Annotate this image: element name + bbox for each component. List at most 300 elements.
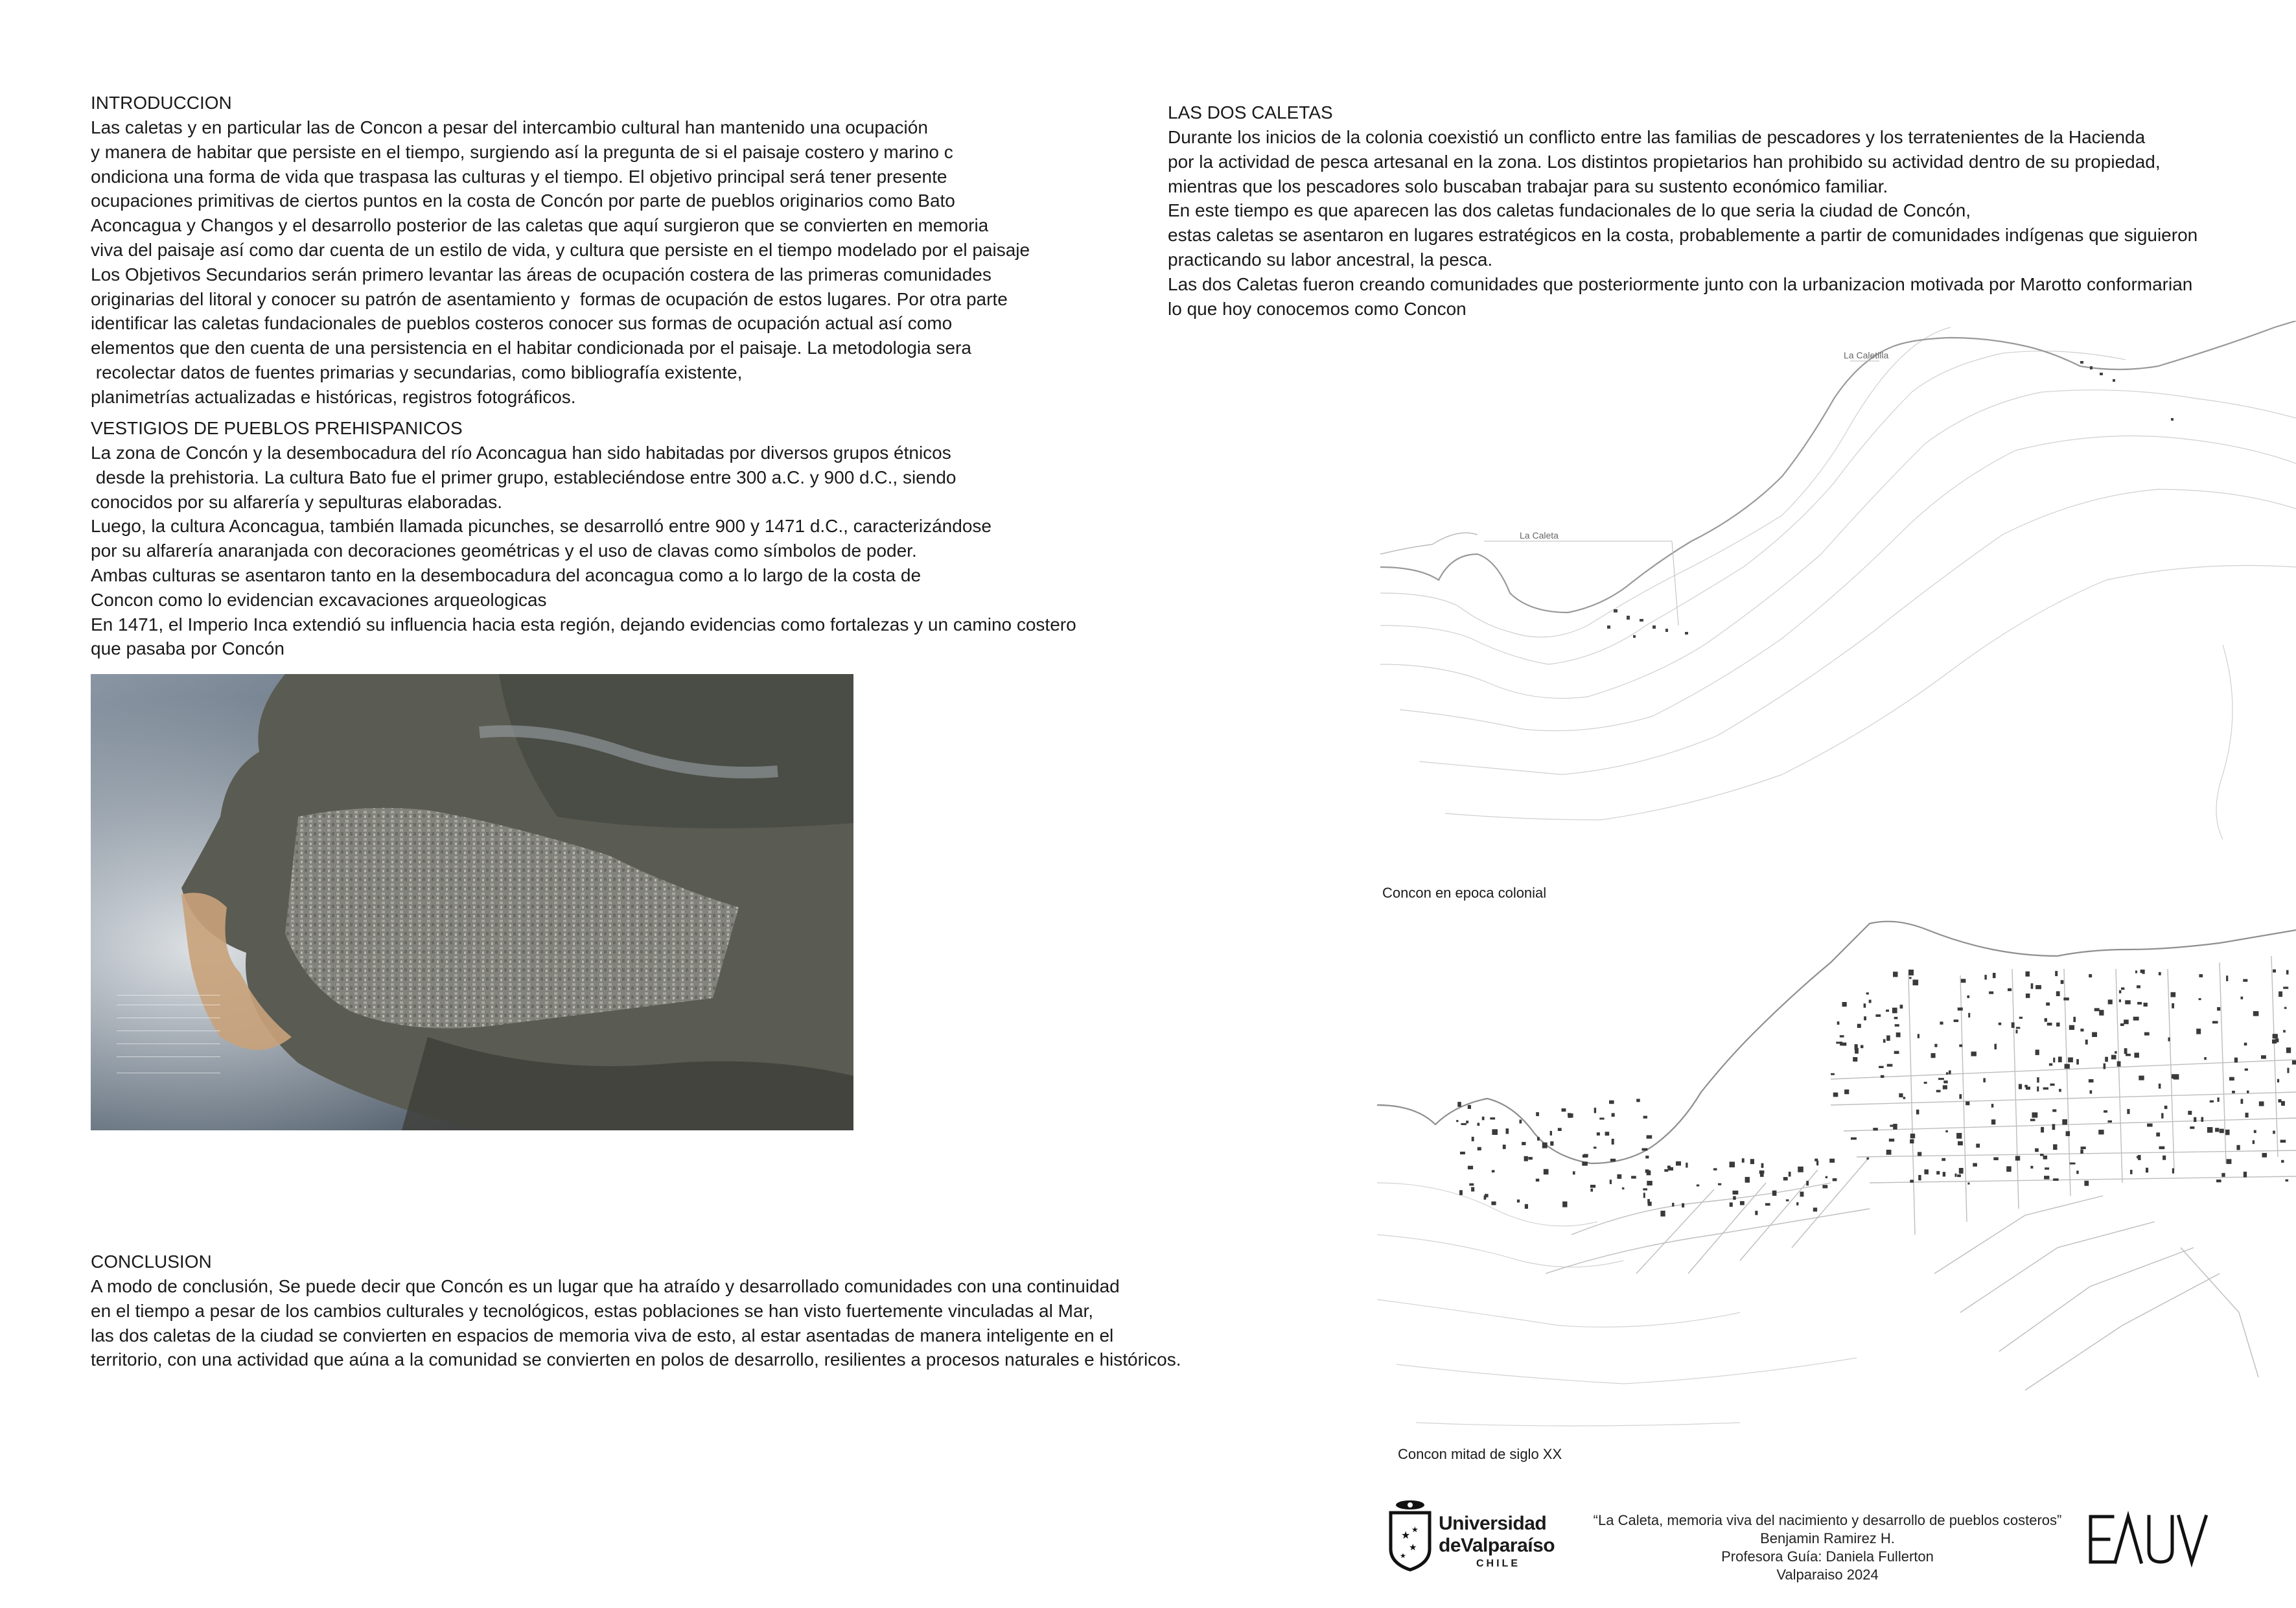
building-footprint: [1697, 1185, 1699, 1187]
building-footprint: [1855, 1044, 1858, 1050]
building-footprint: [1610, 1159, 1616, 1162]
building-footprint: [2070, 1163, 2076, 1165]
building-footprint: [1676, 1161, 1681, 1166]
building-footprint: [2229, 1077, 2234, 1081]
building-footprint: [2218, 1097, 2220, 1102]
building-footprint: [2163, 1156, 2166, 1160]
building-footprint: [2207, 1127, 2213, 1133]
building-footprint: [1542, 1143, 1548, 1148]
building-footprint: [1668, 1167, 1673, 1171]
building-footprint: [2058, 1056, 2062, 1062]
building-footprint: [1460, 1152, 1465, 1154]
building-footprint: [1456, 1120, 1458, 1122]
building-footprint: [2234, 1058, 2238, 1063]
building-footprint: [2059, 1089, 2061, 1092]
building-footprint: [1959, 1094, 1962, 1099]
caption-colonial: Concon en epoca colonial: [1382, 885, 1547, 901]
building-footprint: [2146, 1168, 2148, 1173]
building-footprint: [2030, 1119, 2035, 1121]
building-footprint: [1550, 1141, 1553, 1146]
building-footprint: [2124, 1020, 2129, 1024]
building-footprint: [2272, 1040, 2277, 1043]
building-footprint: [2040, 1154, 2044, 1156]
map-siglo-xx: [1377, 911, 2296, 1436]
text-line: originarias del litoral y conocer su patrón de asentamiento y formas de ocupación de estos lugares. Por otra parte: [91, 288, 1008, 309]
building-footprint: [1686, 1163, 1687, 1168]
building-footprint: [1468, 1105, 1471, 1109]
text-line: por la actividad de pesca artesanal en la zona. Los distintos propietarios han prohibido su actividad dentro de su propiedad,: [1168, 151, 2161, 172]
building-footprint: [2121, 988, 2124, 990]
footer-credits: [1542, 1511, 2113, 1584]
building-footprint: [1599, 1117, 1604, 1119]
building-footprint: [1631, 1176, 1636, 1178]
building-footprint: [2130, 1170, 2133, 1174]
building-footprint: [2172, 1169, 2174, 1174]
building-footprint: [1643, 1116, 1647, 1119]
building-footprint: [1466, 1121, 1468, 1123]
building-footprint: [1955, 1174, 1957, 1177]
building-footprint: [1492, 1129, 1498, 1135]
building-footprint: [2081, 1147, 2086, 1149]
building-footprint: [1886, 1010, 1889, 1012]
building-footprint: [2137, 985, 2140, 988]
building-footprint: [2076, 1059, 2079, 1064]
building-footprint: [1989, 992, 1993, 994]
building-footprint: [2236, 1145, 2240, 1150]
building-footprint: [1973, 1163, 1977, 1167]
building-footprint: [2016, 1030, 2018, 1034]
building-footprint: [1520, 1120, 1522, 1124]
building-footprint: [1966, 1101, 1969, 1105]
label-la-caleta: La Caleta: [1520, 530, 1559, 541]
building-footprint: [1813, 1207, 1817, 1211]
building-footprint: [2254, 1130, 2256, 1134]
building-footprint: [1842, 1043, 1847, 1046]
building-footprint: [1469, 1183, 1474, 1186]
building-footprint: [2137, 1002, 2142, 1005]
building-footprint: [2210, 1101, 2214, 1102]
university-country: CHILE: [1476, 1558, 1520, 1569]
building-footprint: [2124, 1048, 2128, 1054]
map-colonial: [1380, 321, 2296, 839]
building-footprint: [1995, 1044, 1997, 1050]
text-line: que pasaba por Concón: [91, 638, 284, 659]
building-footprint: [1525, 1204, 1528, 1209]
building-footprint: [2241, 997, 2244, 999]
text-line: Luego, la cultura Aconcagua, también llamada picunches, se desarrolló entre 900 y 1471 d.C., caracterizándose: [91, 516, 991, 537]
building-footprint: [1954, 1020, 1959, 1022]
text-line: Las dos Caletas fueron creando comunidades que posteriormente junto con la urbanizacion motivada por Marotto conformarian: [1168, 274, 2193, 294]
building-footprint: [2080, 1149, 2083, 1154]
building-footprint: [2049, 1064, 2052, 1066]
building-footprint: [1536, 1112, 1539, 1116]
building-footprint: [2217, 1007, 2220, 1011]
building-footprint: [2188, 1111, 2192, 1115]
building-footprint: [2135, 971, 2137, 973]
building-footprint: [2117, 1061, 2121, 1066]
building-footprint: [1643, 1193, 1645, 1198]
text-line: ocupaciones primitivas de ciertos puntos en la costa de Concón por parte de pueblos originarios como Bato: [91, 191, 955, 211]
building-footprint: [2262, 1153, 2267, 1158]
building-footprint: [2156, 1132, 2160, 1136]
building-footprint: [2053, 1145, 2057, 1150]
text-line: Los Objetivos Secundarios serán primero levantar las áreas de ocupación costera de las primeras comunidades: [91, 264, 991, 285]
building-footprint: [1936, 1171, 1940, 1174]
building-footprint: [2283, 1030, 2286, 1032]
building-footprint: [2196, 1029, 2201, 1034]
building-footprint: [1916, 1110, 1919, 1114]
building-footprint: [2253, 1140, 2255, 1144]
building-footprint: [1866, 992, 1869, 994]
building-footprint: [1612, 1139, 1614, 1145]
text-line: desde la prehistoria. La cultura Bato fue el primer grupo, estableciéndose entre 300 a.C. y 900 d.C., siendo: [91, 467, 957, 487]
building-footprint: [2068, 1058, 2073, 1063]
text-line: A modo de conclusión, Se puede decir que Concón es un lugar que ha atraído y desarrollado comunidades con una continuidad: [91, 1276, 1120, 1296]
building-footprint: [2108, 1121, 2113, 1123]
svg-text:★: ★: [1400, 1552, 1406, 1560]
building-footprint: [2053, 1178, 2059, 1181]
building-footprint: [1999, 1023, 2002, 1025]
university-name-line2: deValparaíso: [1439, 1535, 1555, 1556]
building-footprint: [1682, 1203, 1684, 1207]
building-footprint: [2273, 1034, 2278, 1038]
building-footprint: [1472, 1137, 1474, 1141]
building-footprint: [2092, 1032, 2097, 1038]
building-footprint: [1612, 1113, 1615, 1117]
building-footprint: [1958, 1008, 1963, 1011]
building-footprint: [1866, 1158, 1869, 1159]
building-footprint: [1949, 1071, 1951, 1075]
building-footprint: [2144, 1032, 2150, 1036]
building-footprint: [1660, 1211, 1665, 1217]
building-footprint: [2194, 1117, 2196, 1122]
building-footprint: [2273, 970, 2276, 973]
building-footprint: [2161, 1113, 2163, 1118]
building-footprint: [2190, 1126, 2194, 1129]
author-name: Benjamin Ramirez H.: [1760, 1530, 1895, 1546]
building-footprint: [2076, 1171, 2079, 1174]
text-line: Durante los inicios de la colonia coexistió un conflicto entre las familias de pescadores y los terratenientes de la Hacienda: [1168, 127, 2146, 147]
building-footprint: [1645, 1156, 1649, 1158]
building-footprint: [2030, 1166, 2033, 1169]
intro-paragraph: [91, 115, 1030, 410]
building-footprint: [1910, 1180, 1914, 1182]
building-footprint: [2052, 1110, 2056, 1112]
building-footprint: [1886, 1150, 1892, 1155]
eauv-logo: [2087, 1510, 2210, 1568]
conclusion-paragraph: [91, 1274, 1181, 1372]
building-footprint: [1934, 1044, 1937, 1047]
text-line: La zona de Concón y la desembocadura del río Aconcagua han sido habitadas por diversos grupos étnicos: [91, 443, 951, 463]
building-footprint: [1875, 1014, 1881, 1017]
building-footprint: [1833, 1093, 1838, 1097]
building-footprint: [2244, 1172, 2247, 1178]
building-footprint: [2244, 1043, 2247, 1046]
building-footprint: [1718, 1183, 1721, 1185]
building-footprint: [1971, 1052, 1977, 1056]
building-footprint: [1899, 1093, 1903, 1097]
building-footprint: [2016, 1027, 2021, 1029]
building-footprint: [2199, 998, 2201, 1000]
building-footprint: [2062, 1119, 2067, 1125]
building-footprint: [1742, 1158, 1745, 1163]
building-footprint: [2044, 1176, 2049, 1180]
building-footprint: [1892, 1008, 1897, 1014]
text-line: Las caletas y en particular las de Concon a pesar del intercambio cultural han mantenido una ocupación: [91, 117, 928, 137]
building-footprint: [2032, 1112, 2038, 1117]
building-footprint: [1594, 1147, 1597, 1148]
building-footprint: [2125, 1000, 2131, 1004]
building-footprint: [1643, 1188, 1647, 1190]
building-footprint: [2069, 1025, 2074, 1030]
building-footprint: [1522, 1142, 1525, 1145]
text-line: En este tiempo es que aparecen las dos caletas fundacionales de lo que seria la ciudad de Concón,: [1168, 200, 1971, 221]
building-footprint: [1536, 1179, 1540, 1182]
building-footprint: [1610, 1180, 1612, 1184]
building-footprint: [2094, 1008, 2100, 1011]
building-footprint: [1959, 1044, 1962, 1047]
building-footprint: [1733, 1196, 1736, 1200]
label-la-caletilla: La Caletilla: [1844, 350, 1889, 360]
building-footprint: [1918, 1034, 1919, 1038]
building-footprint: [2259, 1101, 2264, 1106]
building-footprint: [1478, 1147, 1481, 1150]
text-line: mientras que los pescadores solo buscaban trabajar para su sustento económico familiar.: [1168, 176, 1888, 196]
text-line: ondiciona una forma de vida que traspasa las culturas y el tiempo. El objetivo principal será tener presente: [91, 166, 947, 187]
building-footprint: [2043, 1156, 2048, 1159]
project-title: “La Caleta, memoria viva del nacimiento y desarrollo de pueblos costeros”: [1593, 1512, 2062, 1528]
text-line: Ambas culturas se asentaron tanto en la desembocadura del aconcagua como a lo largo de la costa de: [91, 565, 922, 585]
building-footprint: [2221, 1173, 2225, 1177]
building-footprint: [2099, 1010, 2104, 1016]
building-footprint: [2144, 1003, 2148, 1007]
building-footprint: [2035, 985, 2041, 989]
building-footprint: [1908, 970, 1914, 975]
building-footprint: [2055, 971, 2058, 976]
building-footprint: [1895, 1024, 1899, 1027]
text-line: identificar las caletas fundacionales de pueblos costeros conocer sus formas de ocupación actual así como: [91, 313, 953, 334]
building-footprint: [1528, 1157, 1533, 1159]
building-footprint: [1647, 1136, 1652, 1139]
building-footprint: [1772, 1191, 1777, 1196]
building-footprint: [1642, 1148, 1648, 1151]
building-footprint: [1806, 1181, 1809, 1185]
building-footprint: [2115, 1051, 2117, 1054]
building-footprint: [1568, 1113, 1571, 1116]
building-footprint: [2159, 972, 2161, 975]
building-footprint: [1503, 1145, 1506, 1149]
building-footprint: [2047, 1023, 2052, 1026]
building-footprint: [1956, 1133, 1962, 1139]
building-footprint: [1896, 1032, 1901, 1037]
building-footprint: [1755, 1211, 1757, 1215]
building-footprint: [1924, 1169, 1929, 1174]
building-footprint: [1492, 1170, 1495, 1172]
building-footprint: [1478, 1123, 1480, 1126]
building-footprint: [1940, 1021, 1943, 1025]
building-footprint: [1991, 1119, 1995, 1124]
building-footprint: [2286, 1180, 2289, 1182]
building-footprint: [2056, 991, 2060, 996]
text-line: Concon como lo evidencian excavaciones arqueologicas: [91, 589, 547, 610]
building-footprint: [2226, 975, 2228, 981]
building-footprint: [1733, 1191, 1739, 1194]
building-footprint: [1617, 1174, 1621, 1179]
building-footprint: [1815, 1159, 1818, 1161]
building-footprint: [1861, 1045, 1863, 1048]
building-footprint: [2134, 1053, 2139, 1058]
vestigios-heading: VESTIGIOS DE PUEBLOS PREHISPANICOS: [91, 418, 463, 438]
building-footprint: [2126, 1054, 2131, 1056]
building-footprint: [2280, 1140, 2286, 1143]
building-footprint: [1851, 1137, 1857, 1140]
building-footprint: [2063, 997, 2069, 1000]
text-line: por su alfarería anaranjada con decoraciones geométricas y el uso de clavas como símbolos de poder.: [91, 541, 917, 561]
building-footprint: [2089, 1079, 2094, 1082]
building-footprint: [1936, 1090, 1941, 1093]
building-footprint: [2204, 1057, 2207, 1060]
building-footprint: [1894, 1051, 1899, 1055]
building-footprint: [1484, 1195, 1487, 1200]
caletas-heading: LAS DOS CALETAS: [1168, 102, 1333, 122]
building-footprint: [2253, 1011, 2259, 1016]
building-footprint: [1893, 1124, 1897, 1130]
building-footprint: [1913, 980, 1919, 986]
building-footprint: [2292, 1060, 2296, 1065]
text-line: estas caletas se asentaron en lugares estratégicos en la costa, probablemente a partir de comunidades indígenas que siguieron: [1168, 225, 2198, 246]
svg-text:★: ★: [1409, 1542, 1417, 1552]
building-footprint: [1910, 1139, 1914, 1144]
building-footprint: [2037, 1086, 2039, 1091]
building-footprint: [1457, 1102, 1461, 1107]
building-footprint: [1983, 1078, 1986, 1082]
building-footprint: [2024, 1085, 2028, 1088]
building-footprint: [1931, 1053, 1936, 1058]
building-footprint: [1864, 1016, 1866, 1020]
building-footprint: [2119, 990, 2122, 994]
building-footprint: [2108, 999, 2113, 1004]
building-footprint: [2287, 1068, 2289, 1073]
building-footprint: [2043, 1088, 2048, 1090]
building-footprint: [2133, 1017, 2139, 1021]
text-line: elementos que den cuenta de una persistencia en el habitar condicionada por el paisaje. La metodologia sera: [91, 338, 971, 358]
svg-text:★: ★: [1401, 1530, 1411, 1541]
building-footprint: [1864, 1003, 1866, 1008]
building-footprint: [2164, 1106, 2168, 1109]
building-footprint: [2008, 988, 2012, 991]
building-footprint: [1471, 1187, 1474, 1192]
building-footprint: [2015, 1156, 2020, 1161]
building-footprint: [1924, 1082, 1927, 1084]
building-footprint: [1984, 975, 1986, 979]
building-footprint: [1584, 1154, 1588, 1158]
building-footprint: [2172, 1003, 2174, 1008]
building-footprint: [1853, 1057, 1857, 1062]
building-footprint: [2281, 1160, 2284, 1163]
building-footprint: [1609, 1101, 1614, 1104]
shield-icon: [1391, 1500, 1430, 1570]
building-footprint: [2119, 999, 2121, 1002]
building-footprint: [1672, 1203, 1674, 1207]
building-footprint: [1622, 1187, 1625, 1189]
building-footprint: [2031, 983, 2034, 989]
building-footprint: [1590, 1185, 1595, 1188]
building-footprint: [2035, 1148, 2039, 1152]
building-footprint: [2127, 1109, 2129, 1114]
building-footprint: [2080, 1029, 2083, 1031]
building-footprint: [1879, 1066, 1884, 1068]
building-footprint: [1942, 1158, 1945, 1161]
building-footprint: [1883, 1039, 1886, 1043]
caletas-paragraph: [1168, 125, 2197, 321]
intro-heading: INTRODUCCION: [91, 93, 232, 113]
building-footprint: [1826, 1176, 1827, 1178]
building-footprint: [1900, 1005, 1903, 1008]
building-footprint: [1582, 1161, 1588, 1165]
building-footprint: [2050, 1084, 2055, 1086]
building-footprint: [1857, 1024, 1861, 1028]
building-footprint: [2201, 1117, 2204, 1122]
building-footprint: [1798, 1167, 1803, 1172]
building-footprint: [1537, 1137, 1540, 1141]
building-footprint: [2147, 1123, 2153, 1126]
building-footprint: [1894, 1017, 1898, 1020]
building-footprint: [2212, 1021, 2218, 1023]
text-line: conocidos por su alfarería y sepulturas elaboradas.: [91, 491, 503, 512]
text-line: en el tiempo a pesar de los cambios culturales y tecnológicos, estas poblaciones se han visto fuertemente vinculadas al Mar,: [91, 1300, 1094, 1321]
building-footprint: [2085, 1040, 2088, 1045]
building-footprint: [1645, 1169, 1649, 1172]
building-footprint: [1991, 1104, 1994, 1108]
building-footprint: [1968, 1013, 1970, 1018]
building-footprint: [1517, 1200, 1520, 1203]
building-footprint: [1664, 1169, 1668, 1172]
building-footprint: [2283, 986, 2288, 988]
building-footprint: [1789, 1172, 1791, 1177]
building-footprint: [2073, 1017, 2076, 1022]
text-line: viva del paisaje así como dar cuenta de un estilo de vida, y cultura que persiste en el tiempo modelado por el paisaje: [91, 239, 1030, 260]
building-footprint: [1918, 1152, 1921, 1156]
building-footprint: [1943, 1085, 1947, 1089]
building-footprint: [1844, 1089, 1849, 1094]
building-footprint: [1893, 972, 1898, 977]
building-footprint: [2026, 994, 2030, 998]
building-footprint: [1886, 1036, 1890, 1041]
building-footprint: [1958, 1141, 1963, 1145]
building-footprint: [1647, 1199, 1650, 1204]
building-footprint: [2140, 970, 2144, 973]
text-line: practicando su labor ancestral, la pesca.: [1168, 249, 1493, 270]
building-footprint: [1506, 1128, 1509, 1134]
building-footprint: [2241, 1099, 2244, 1104]
building-footprint: [1550, 1131, 1552, 1136]
building-footprint: [1829, 1159, 1835, 1163]
building-footprint: [1562, 1108, 1566, 1112]
building-footprint: [1796, 1202, 1798, 1206]
text-line: recolectar datos de fuentes primarias y secundarias, como bibliografía existente,: [91, 362, 743, 382]
building-footprint: [1822, 1185, 1827, 1188]
building-footprint: [1573, 1171, 1575, 1174]
building-footprint: [2098, 1130, 2104, 1134]
building-footprint: [1831, 1073, 1835, 1075]
building-footprint: [1524, 1156, 1528, 1161]
building-footprint: [2041, 1127, 2044, 1133]
building-footprint: [2171, 992, 2176, 997]
building-footprint: [1967, 1183, 1969, 1185]
building-footprint: [2279, 1099, 2282, 1102]
building-footprint: [2245, 1113, 2249, 1117]
building-footprint: [2045, 1018, 2047, 1022]
